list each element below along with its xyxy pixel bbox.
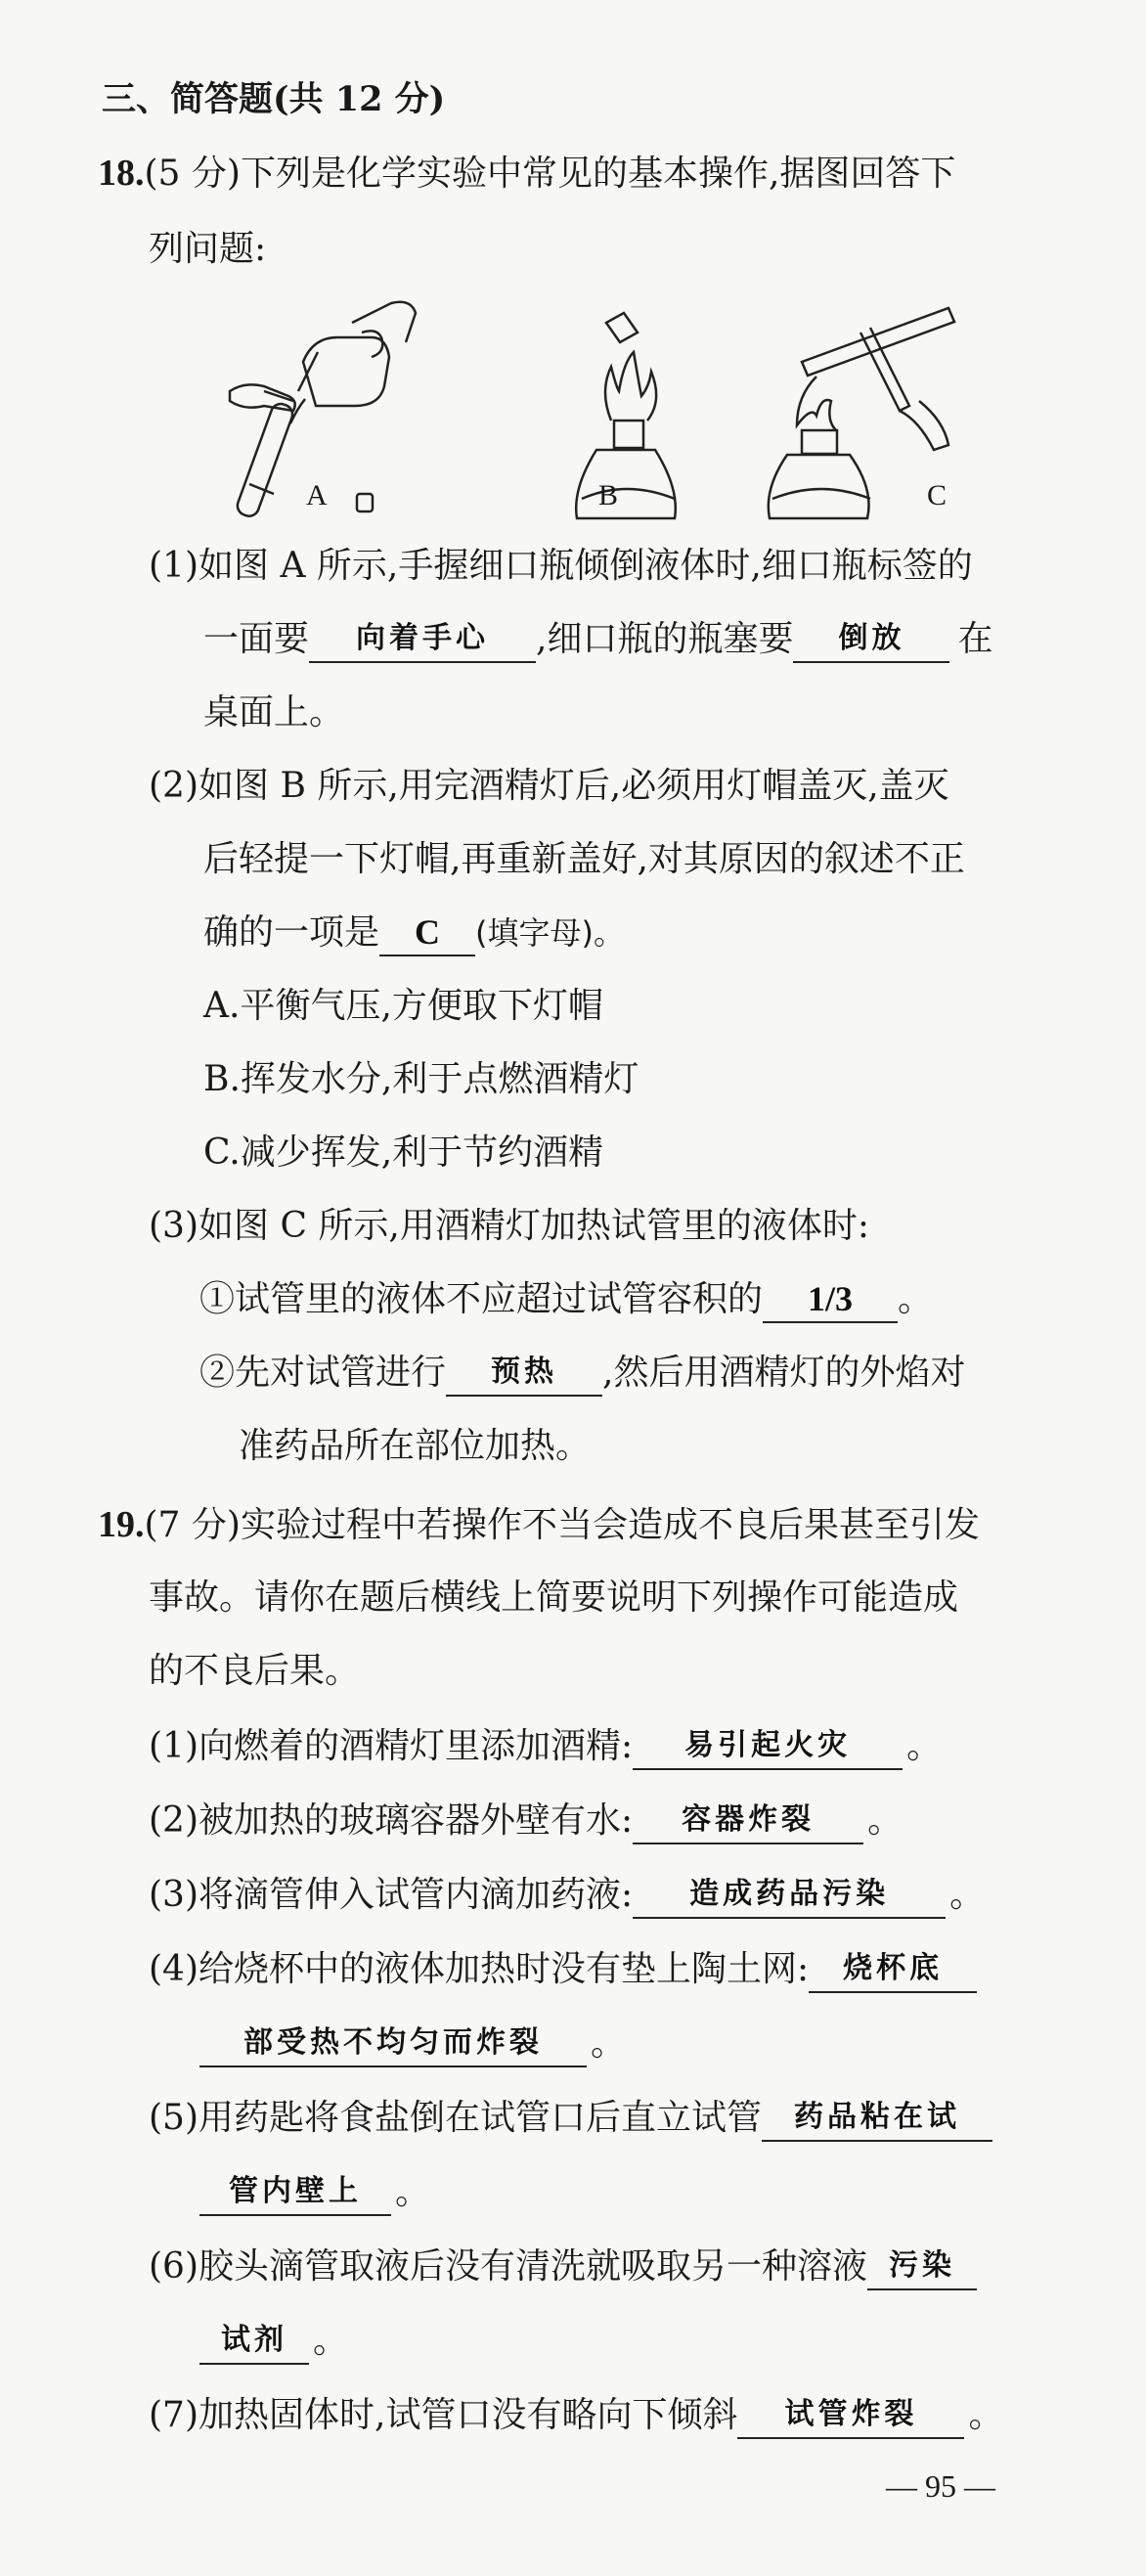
q19-stem-line1: 19.(7 分)实验过程中若操作不当会造成不良后果甚至引发 bbox=[98, 1504, 980, 1545]
q19-item-1: (1)向燃着的酒精灯里添加酒精: 易引起火灾 。 bbox=[149, 1723, 942, 1770]
answer-blank-q19-6b: 试剂 bbox=[199, 2318, 309, 2365]
q18-p3-sub1: ①试管里的液体不应超过试管容积的 1/3 。 bbox=[199, 1276, 933, 1323]
q18-p3-line1: (3)如图 C 所示,用酒精灯加热试管里的液体时: bbox=[149, 1206, 869, 1246]
q18-stem-line1: 18.(5 分)下列是化学实验中常见的基本操作,据图回答下 bbox=[98, 153, 956, 194]
page-number: — 95 — bbox=[886, 2468, 995, 2504]
figure-label-b: B bbox=[598, 479, 619, 511]
q18-p2-line1: (2)如图 B 所示,用完酒精灯后,必须用灯帽盖灭,盖灭 bbox=[149, 766, 949, 806]
q18-p3-sub2-cont: 准药品所在部位加热。 bbox=[239, 1426, 592, 1466]
q19-item-5-cont: 管内壁上 。 bbox=[199, 2169, 430, 2216]
answer-blank-q19-5b: 管内壁上 bbox=[199, 2169, 391, 2216]
q18-option-c: C.减少挥发,利于节约酒精 bbox=[203, 1133, 604, 1173]
answer-blank-q19-5a: 药品粘在试 bbox=[762, 2095, 992, 2142]
q18-option-a: A.平衡气压,方便取下灯帽 bbox=[203, 986, 603, 1026]
q18-p2-line3: 确的一项是 C (填字母)。 bbox=[203, 910, 625, 956]
answer-blank-q19-4b: 部受热不均匀而炸裂 bbox=[199, 2021, 587, 2067]
answer-blank-q19-7: 试管炸裂 bbox=[737, 2392, 964, 2439]
answer-blank-q19-6a: 污染 bbox=[867, 2243, 977, 2290]
q18-p1-line3: 桌面上。 bbox=[203, 692, 345, 733]
q18-number: 18. bbox=[98, 153, 145, 194]
q18-p2-line2: 后轻提一下灯帽,再重新盖好,对其原因的叙述不正 bbox=[203, 839, 965, 879]
q18-p3-sub2: ②先对试管进行 预热 ,然后用酒精灯的外焰对 bbox=[199, 1350, 965, 1397]
q19-stem-line2: 事故。请你在题后横线上简要说明下列操作可能造成 bbox=[149, 1577, 959, 1618]
q18-stem-line2: 列问题: bbox=[149, 229, 267, 269]
answer-blank-q19-4a: 烧杯底 bbox=[809, 1946, 977, 1993]
q19-item-6: (6)胶头滴管取液后没有清洗就吸取另一种溶液 污染 bbox=[149, 2243, 977, 2290]
q18-option-b: B.挥发水分,利于点燃酒精灯 bbox=[203, 1059, 639, 1099]
section-title: 三、简答题(共 12 分) bbox=[102, 79, 446, 119]
answer-blank-q19-3: 造成药品污染 bbox=[633, 1872, 946, 1919]
figure-label-a: A bbox=[306, 479, 328, 511]
figure-label-c: C bbox=[927, 479, 948, 511]
answer-blank-label-facing: 向着手心 bbox=[309, 616, 536, 663]
q19-item-7: (7)加热固体时,试管口没有略向下倾斜 试管炸裂 。 bbox=[149, 2392, 1003, 2439]
answer-blank-volume: 1/3 bbox=[763, 1276, 898, 1323]
q19-item-4-cont: 部受热不均匀而炸裂 。 bbox=[199, 2021, 626, 2067]
answer-blank-q19-1: 易引起火灾 bbox=[633, 1723, 903, 1770]
answer-blank-preheat: 预热 bbox=[446, 1350, 602, 1397]
answer-blank-stopper: 倒放 bbox=[793, 616, 949, 663]
q19-stem-line3: 的不良后果。 bbox=[149, 1651, 361, 1691]
q19-item-5: (5)用药匙将食盐倒在试管口后直立试管 药品粘在试 bbox=[149, 2095, 992, 2142]
figure-b-alcohol-lamp-illustration bbox=[576, 313, 676, 518]
q19-item-2: (2)被加热的玻璃容器外壁有水: 容器炸裂 。 bbox=[149, 1798, 903, 1844]
answer-blank-q19-2: 容器炸裂 bbox=[633, 1798, 863, 1844]
q18-p1-line2: 一面要 向着手心 ,细口瓶的瓶塞要 倒放 在 bbox=[203, 616, 992, 663]
q19-item-3: (3)将滴管伸入试管内滴加药液: 造成药品污染 。 bbox=[149, 1872, 985, 1919]
q19-number: 19. bbox=[98, 1504, 145, 1545]
answer-blank-choice: C bbox=[379, 910, 475, 956]
q19-item-4: (4)给烧杯中的液体加热时没有垫上陶土网: 烧杯底 bbox=[149, 1946, 977, 1993]
q19-item-6-cont: 试剂 。 bbox=[199, 2318, 348, 2365]
q18-p1-line1: (1)如图 A 所示,手握细口瓶倾倒液体时,细口瓶标签的 bbox=[149, 546, 973, 586]
